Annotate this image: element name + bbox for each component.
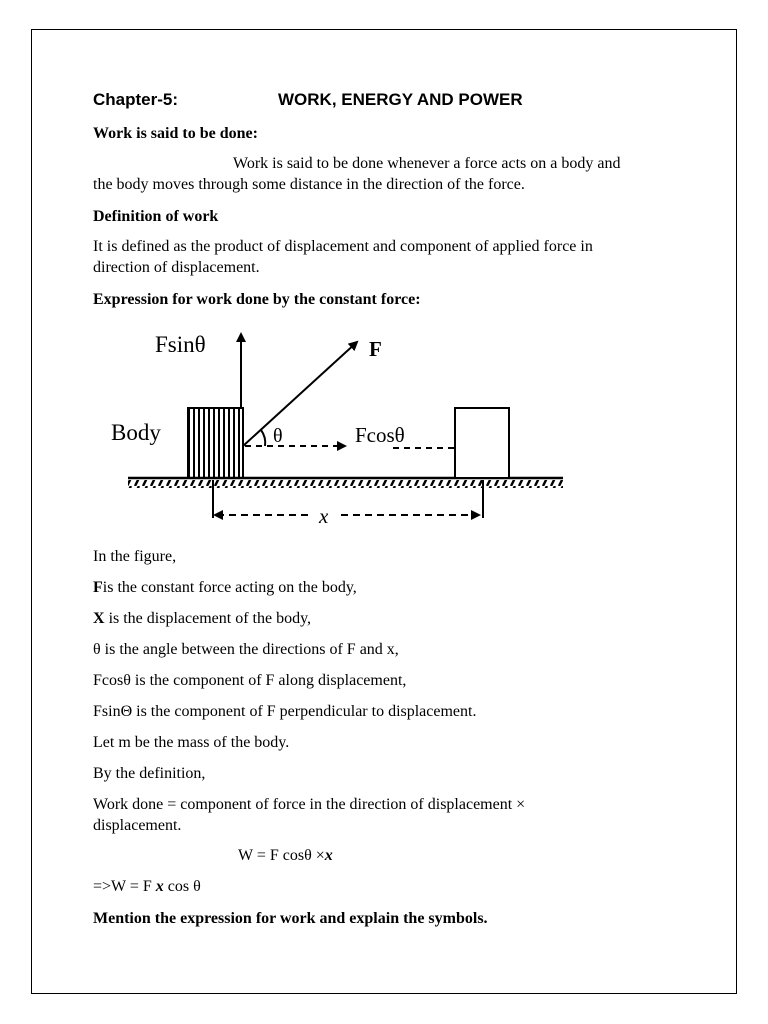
definition-heading: Definition of work [93, 208, 219, 225]
definition-line-1: It is defined as the product of displacement and component of applied force in [93, 238, 593, 255]
x-definition-line [93, 608, 683, 630]
equation-2 [93, 876, 683, 898]
expression-heading: Expression for work done by the constant force: [93, 291, 421, 308]
in-the-figure: In the figure, [93, 548, 177, 565]
force-label: F [369, 337, 382, 361]
fcos-label: Fcosθ [355, 423, 405, 447]
force-arrow [243, 342, 357, 446]
x-description: is the displacement of the body, [104, 610, 312, 627]
theta-definition-line: θ is the angle between the directions of F and x, [93, 641, 399, 658]
by-definition-line: By the definition, [93, 765, 206, 782]
question-line: Mention the expression for work and explain the symbols. [93, 910, 488, 927]
work-done-heading: Work is said to be done: [93, 125, 258, 142]
x-symbol: X [93, 610, 105, 627]
f-symbol: F [93, 579, 103, 596]
theta-label: θ [273, 425, 283, 447]
fcos-definition-line: Fcosθ is the component of F along displacement, [93, 672, 407, 689]
body-block [188, 408, 243, 478]
ground-hatching [128, 480, 563, 488]
work-done-definition-line-2: displacement. [93, 817, 182, 834]
work-diagram [93, 318, 565, 536]
equation-1-text: W = F cosθ × [238, 847, 325, 864]
f-definition-line [93, 577, 683, 599]
equation-2-x: x [155, 878, 164, 895]
chapter-title: WORK, ENERGY AND POWER [278, 90, 523, 109]
f-description: is the constant force acting on the body, [102, 579, 357, 596]
work-done-line-2: the body moves through some distance in the direction of the force. [93, 176, 525, 193]
equation-2-prefix: =>W = F [93, 878, 156, 895]
definition-line-2: direction of displacement. [93, 259, 260, 276]
equation-1 [238, 845, 768, 867]
equation-2-suffix: cos θ [163, 878, 201, 895]
work-done-line-1: Work is said to be done whenever a force acts on a body and [233, 155, 621, 172]
angle-arc [261, 430, 265, 446]
mass-line: Let m be the mass of the body. [93, 734, 290, 751]
chapter-heading [93, 89, 683, 111]
equation-1-x: x [324, 847, 333, 864]
body-label: Body [111, 420, 161, 445]
work-done-definition-line-1: Work done = component of force in the direction of displacement × [93, 796, 526, 813]
displacement-label: x [319, 504, 329, 528]
chapter-label: Chapter-5: [93, 90, 179, 109]
fsin-label: Fsinθ [155, 332, 206, 357]
fsin-definition-line: FsinΘ is the component of F perpendicular to displacement. [93, 703, 477, 720]
displaced-body-box [455, 408, 509, 478]
